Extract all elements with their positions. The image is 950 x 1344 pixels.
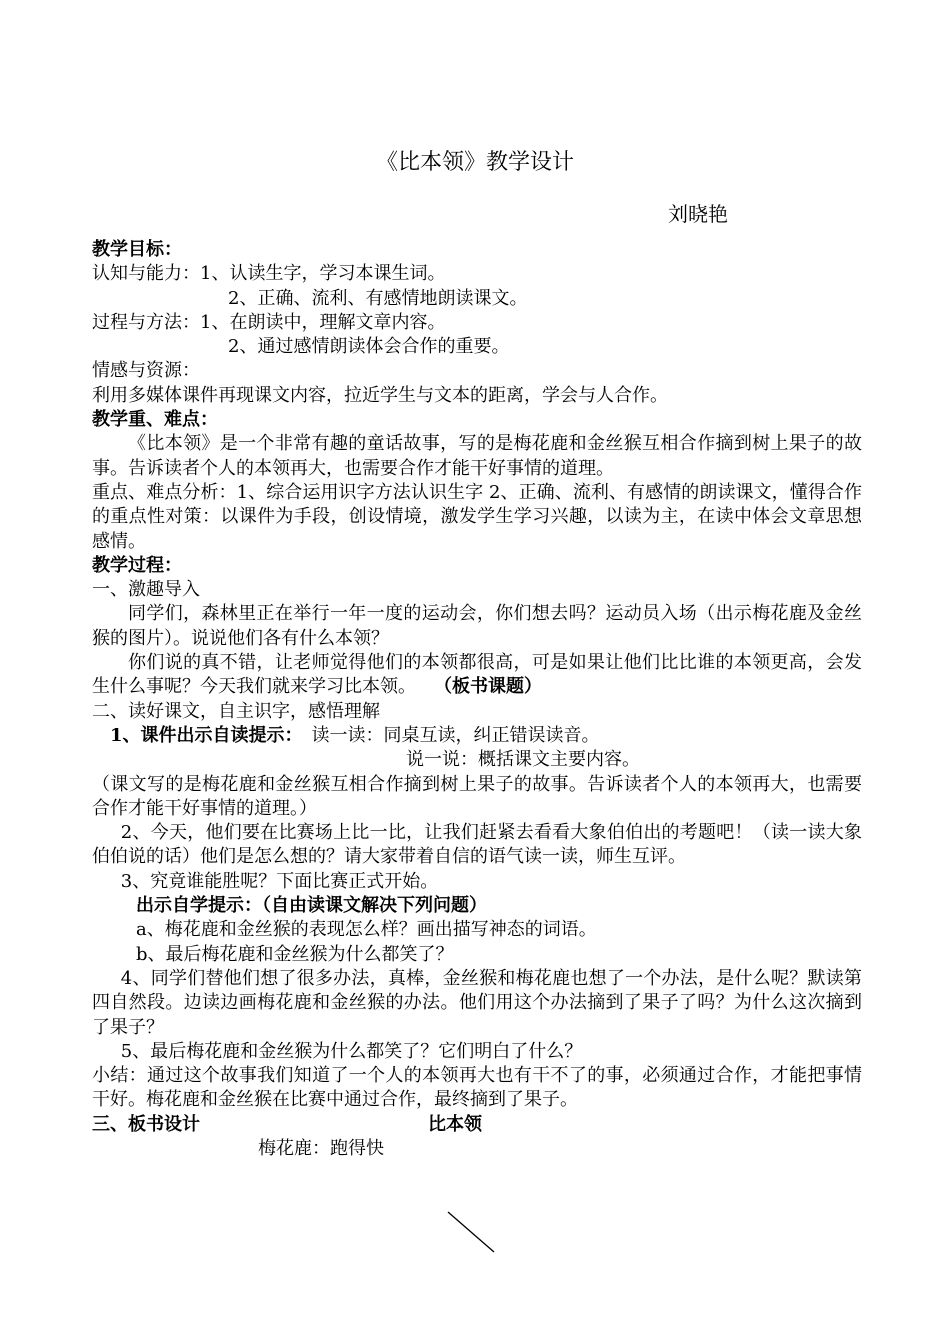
reading-tip-line-2: 说一说：概括课文主要内容。: [406, 749, 640, 771]
step1-paragraph-2: [92, 651, 862, 700]
board-design-title: 比本领: [428, 1113, 482, 1135]
cognitive-line-1: [92, 262, 862, 286]
process-item-2: 2、通过感情朗读体会合作的重要。: [228, 336, 510, 358]
step1-paragraph-2-text: 你们说的真不错，让老师觉得他们的本领都很高，可是如果让他们比比谁的本领更高，会发生什么事呢？今天我们就来学习比本领。: [92, 652, 862, 698]
reading-tip-label: 1、课件出示自读提示：: [110, 724, 294, 746]
cognitive-item-2: 2、正确、流利、有感情地朗读课文。: [228, 287, 528, 309]
summary-paragraph: （课文写的是梅花鹿和金丝猴互相合作摘到树上果子的故事。告诉读者个人的本领再大，也需要合作才能干好事情的道理。）: [92, 773, 862, 819]
document-title: 《比本领》教学设计: [375, 150, 574, 175]
process-line-1: [92, 311, 862, 335]
board-connector-line: [446, 1210, 496, 1254]
self-study-tip: 出示自学提示：（自由读课文解决下列问题）: [136, 895, 487, 917]
process-item-4-paragraph: 4、同学们替他们想了很多办法，真棒，金丝猴和梅花鹿也想了一个办法，是什么呢？默读第四自然段。边读边画梅花鹿和金丝猴的办法。他们用这个办法摘到了果子了吗？为什么这次摘到了果子？: [92, 967, 862, 1038]
board-design-item: 梅花鹿：跑得快: [258, 1137, 384, 1159]
step2-title: 二、读好课文，自主识字，感悟理解: [92, 700, 380, 722]
document-body: [92, 238, 862, 1161]
process-heading: 教学过程：: [92, 554, 182, 576]
question-b: b、最后梅花鹿和金丝猴为什么都笑了？: [136, 943, 454, 965]
question-a: a、梅花鹿和金丝猴的表现怎么样？画出描写神态的词语。: [136, 919, 597, 941]
objectives-heading: 教学目标：: [92, 239, 182, 260]
cognitive-label: 认知与能力：: [92, 263, 200, 285]
process-item-1: 1、在朗读中，理解文章内容。: [200, 311, 446, 333]
step1-paragraph-1: 同学们，森林里正在举行一年一度的运动会，你们想去吗？运动员入场（出示梅花鹿及金丝猴的图片）。说说他们各有什么本领？: [92, 603, 862, 649]
board-title-note: （板书课题）: [443, 676, 542, 698]
keypoints-heading: 教学重、难点：: [92, 409, 218, 431]
emotion-label: 情感与资源：: [92, 360, 200, 382]
keypoints-paragraph-2: 重点、难点分析：1、综合运用识字方法认识生字 2、正确、流利、有感情的朗读课文，懂得合作的重点性对策：以课件为手段，创设情境，激发学生学习兴趣，以读为主，在读中体会文章思想感情。: [92, 481, 862, 552]
process-label: 过程与方法：: [92, 311, 200, 333]
step1-title: 一、激趣导入: [92, 579, 200, 601]
cognitive-item-1: 1、认读生字，学习本课生词。: [200, 263, 446, 285]
board-design-heading: 三、板书设计: [92, 1113, 200, 1135]
process-item-5: 5、最后梅花鹿和金丝猴为什么都笑了？它们明白了什么？: [120, 1040, 583, 1062]
author-name: 刘晓艳: [668, 202, 728, 226]
process-item-2-paragraph: 2、今天，他们要在比赛场上比一比，让我们赶紧去看看大象伯伯出的考题吧！（读一读大象伯伯说的话）他们是怎么想的？请大家带着自信的语气读一读，师生互评。: [92, 822, 862, 868]
process-item-3: 3、究竟谁能胜呢？下面比赛正式开始。: [120, 870, 439, 892]
board-design-line: [92, 1113, 862, 1137]
conclusion-paragraph: 小结：通过这个故事我们知道了一个人的本领再大也有干不了的事，必须通过合作，才能把事情干好。梅花鹿和金丝猴在比赛中通过合作，最终摘到了果子。: [92, 1065, 862, 1111]
reading-tip-text: 读一读：同桌互读，纠正错误读音。: [311, 724, 600, 746]
reading-tip-line-1: [92, 724, 862, 748]
keypoints-paragraph-1: 《比本领》是一个非常有趣的童话故事，写的是梅花鹿和金丝猴互相合作摘到树上果子的故事。告诉读者个人的本领再大，也需要合作才能干好事情的道理。: [92, 433, 862, 479]
emotion-text: 利用多媒体课件再现课文内容，拉近学生与文本的距离，学会与人合作。: [92, 384, 668, 406]
